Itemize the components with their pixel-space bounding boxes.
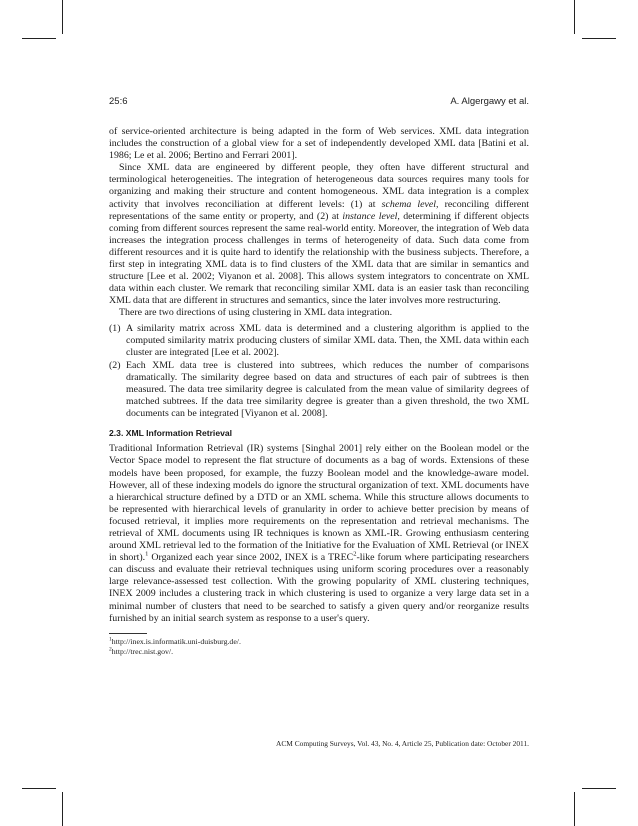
- crop-mark: [62, 0, 63, 34]
- emphasis-text: instance level: [342, 210, 398, 222]
- crop-mark: [574, 792, 575, 826]
- footnote: [109, 637, 529, 647]
- footer-citation: ACM Computing Surveys, Vol. 43, No. 4, Article 25, Publication date: October 2011.: [276, 739, 529, 748]
- footnote-marker: 2: [353, 550, 357, 558]
- section-heading: 2.3. XML Information Retrieval: [109, 428, 233, 439]
- paragraph-text: , reconciling different representations of the same entity or property, and (2) at: [109, 198, 529, 222]
- crop-mark: [574, 0, 575, 34]
- paragraph: There are two directions of using clustering in XML data integration.: [119, 307, 393, 319]
- paragraph: of service-oriented architecture is being adapted in the form of Web services. XML data integration includes the construction of a global view for a set of independently developed XML data [Batini et al. 1986; Le et al. 2006; Bertino and Ferrari 2001].: [109, 126, 529, 162]
- paragraph: [109, 443, 529, 624]
- page: [109, 95, 529, 748]
- paragraph-text: Since XML data are engineered by different people, they often have different structural and terminological heterogeneities. The integration of heterogeneous data sources requires many tools for organizing and making their structure and content homogeneous. XML data integration is a complex activity that involves reconciliation at different levels: (1) at: [109, 162, 529, 210]
- body-text: [109, 126, 529, 657]
- list-item: [109, 323, 529, 359]
- paragraph-text: Traditional Information Retrieval (IR) systems [Singhal 2001] rely either on the Boolean model or the Vector Space model to represent the flat structure of documents as a bag of words. Extensions of these models have been proposed, for example, the fuzzy Boolean model and the knowledge-aware model. However, all of these indexing models do ignore the structural organization of text. XML documents have a hierarchical structure defined by a DTD or an XML schema. While this structure allows documents to be represented with hierarchical levels of granularity in order to achieve better precision by means of focused retrieval, it implies more requirements on the representation and retrieval mechanisms. The retrieval of XML documents using IR techniques is known as XML-IR. Growing enthusiasm centering around XML retrieval led to the formation of the Initiative for the Evaluation of XML Retrieval (or INEX in short).: [109, 443, 529, 564]
- footnote: [109, 647, 529, 657]
- enumerated-list: [109, 323, 529, 421]
- crop-mark: [22, 788, 56, 789]
- footnote-rule: [109, 633, 147, 634]
- paragraph-text: Organized each year since 2002, INEX is a TREC: [148, 552, 354, 564]
- list-number: (1): [109, 322, 121, 334]
- crop-mark: [22, 38, 56, 39]
- list-text: A similarity matrix across XML data is determined and a clustering algorithm is applied to the computed similarity matrix producing clusters of similar XML data. Then, the XML data within each cluster are integrated [Lee et al. 2002].: [126, 322, 529, 358]
- paragraph-text: , determining if different objects coming from different sources represent the same real-world entity. Moreover, the integration of Web data increases the integration process challenges in terms of heterogeneity of data. Such data come from different resources and it is quite hard to identify the relationship with the business subjects. Therefore, a first step in integrating XML data is to find clusters of the XML data that are similar in semantics and structure [Lee et al. 2002; Viyanon et al. 2008]. This allows system integrators to concentrate on XML data within each cluster. We remark that reconciling similar XML data is an easier task than reconciling XML data that are different in structures and semantics, since the later involves more restructuring.: [109, 210, 529, 307]
- running-head-authors: A. Algergawy et al.: [450, 96, 529, 107]
- footnote-url: http://inex.is.informatik.uni-duisburg.de/.: [111, 636, 241, 646]
- paragraph: [109, 162, 529, 307]
- crop-mark: [62, 792, 63, 826]
- list-item: [109, 360, 529, 420]
- running-head: [109, 95, 529, 109]
- paragraph-text: -like forum where participating researchers can discuss and evaluate their retrieval techniques using uniform scoring procedures over a reasonably large relevance-assessed test collection. With the growing popularity of XML clustering techniques, INEX 2009 includes a clustering track in which clustering is used to organize a very large data set in a minimal number of clusters that need to be searched to satisfy a given query and/or reorganize results furnished by an initial search system as response to a user's query.: [109, 552, 529, 624]
- emphasis-text: schema level: [381, 198, 437, 210]
- list-number: (2): [109, 359, 121, 371]
- crop-mark: [582, 38, 616, 39]
- crop-mark: [582, 788, 616, 789]
- footnote-marker: 1: [145, 550, 149, 558]
- list-text: Each XML data tree is clustered into subtrees, which reduces the number of comparisons dramatically. The similarity degree based on data and structures of each pair of subtrees is then measured. The data tree similarity degree is calculated from the mean value of similarity degrees of matched subtrees. If the data tree similarity degree is greater than a given threshold, the two XML documents can be integrated [Viyanon et al. 2008].: [126, 359, 529, 420]
- footnote-number: 2: [109, 646, 112, 653]
- footnote-url: http://trec.nist.gov/.: [111, 646, 174, 656]
- footnote-number: 1: [109, 636, 112, 643]
- page-number: 25:6: [109, 96, 128, 107]
